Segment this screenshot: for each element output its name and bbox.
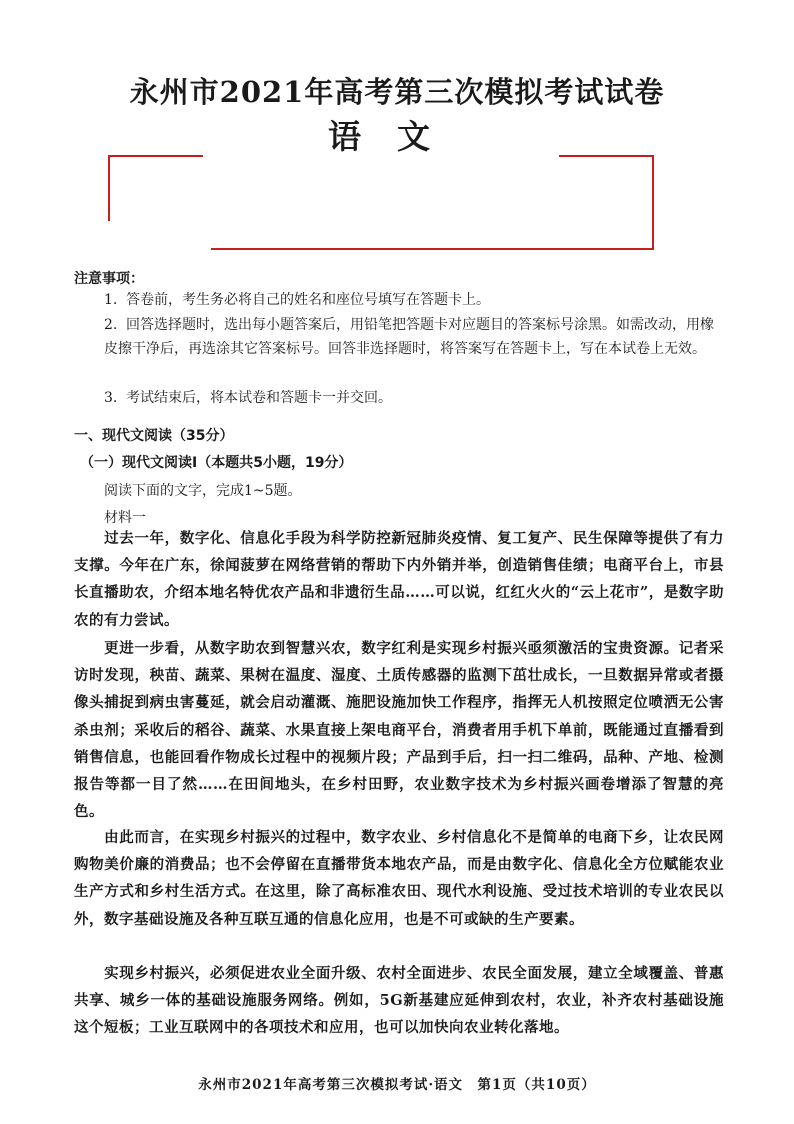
notice-item-3 bbox=[104, 386, 726, 410]
notice-item-number: 3. bbox=[104, 390, 118, 406]
notice-item-text: 回答选择题时，选出每小题答案后，用铅笔把答题卡对应题目的答案标号涂黑。如需改动，用橡皮擦干净后，再选涂其它答案标号。回答非选择题时，将答案写在答题卡上，写在本试卷上无效。 bbox=[104, 317, 714, 357]
paragraph-2 bbox=[74, 635, 724, 825]
paragraph-text: 实现乡村振兴，必须促进农业全面升级、农村全面进步、农民全面发展，建立全域覆盖、普惠共享、城乡一体的基础设施服务网络。例如，5G新基建应延伸到农村，农业，补齐农村基础设施这个短板；工业互联网中的各项技术和应用，也可以加快向农业转化落地。 bbox=[74, 965, 724, 1037]
material-label: 材料一 bbox=[104, 510, 146, 526]
section-heading: 一、现代文阅读（35分） bbox=[74, 428, 234, 444]
paragraph-1 bbox=[74, 525, 724, 634]
paragraph-text: 过去一年，数字化、信息化手段为科学防控新冠肺炎疫情、复工复产、民生保障等提供了有力支撑。今年在广东，徐闻菠萝在网络营销的帮助下内外销并举，创造销售佳绩；电商平台上，市县长直播助农，介绍本地名特优农产品和非遗衍生品……可以说，红红火火的“云上花市”，是数字助农的有力尝试。 bbox=[74, 530, 724, 629]
paragraph-text: 更进一步看，从数字助农到智慧兴农，数字红利是实现乡村振兴亟须激活的宝贵资源。记者采访时发现，秧苗、蔬菜、果树在温度、湿度、土质传感器的监测下茁壮成长，一旦数据异常或者摄像头捕捉到病虫害蔓延，就会启动灌溉、施肥设施加快工作程序，指挥无人机按照定位喷洒无公害杀虫剂；采收后的稻谷、蔬菜、水果直接上架电商平台，消费者用手机下单前，既能通过直播看到销售信息，也能回看作物成长过程中的视频片段；产品到手后，扫一扫二维码，品种、产地、检测报告等都一目了然……在田间地头，在乡村田野，农业数字技术为乡村振兴画卷增添了智慧的亮色。 bbox=[74, 640, 724, 821]
notice-item-2 bbox=[104, 313, 726, 361]
paragraph-3 bbox=[74, 824, 724, 933]
paragraph-text: 由此而言，在实现乡村振兴的过程中，数字农业、乡村信息化不是简单的电商下乡，让农民网购物美价廉的消费品；也不会停留在直播带货本地农产品，而是由数字化、信息化全方位赋能农业生产方式和乡村生活方式。在这里，除了高标准农田、现代水利设施、受过技术培训的专业农民以外，数字基础设施及各种互联互通的信息化应用，也是不可或缺的生产要素。 bbox=[74, 829, 724, 928]
notice-item-1 bbox=[104, 288, 726, 312]
paragraph-4 bbox=[74, 960, 724, 1042]
notice-item-number: 1. bbox=[104, 292, 118, 308]
exam-title: 永州市2021年高考第三次模拟考试试卷 bbox=[129, 75, 665, 109]
student-info-box bbox=[108, 155, 654, 250]
subsection-heading: （一）现代文阅读Ⅰ（本题共5小题，19分） bbox=[80, 455, 353, 471]
notice-item-text: 答卷前，考生务必将自己的姓名和座位号填写在答题卡上。 bbox=[126, 292, 490, 308]
subject-title: 语文 bbox=[328, 117, 466, 156]
notice-item-number: 2. bbox=[104, 317, 118, 333]
page-footer: 永州市2021年高考第三次模拟考试·语文 第1页（共10页） bbox=[198, 1077, 596, 1093]
reading-instruction: 阅读下面的文字，完成1~5题。 bbox=[104, 483, 302, 499]
notice-heading: 注意事项： bbox=[74, 271, 144, 287]
notice-item-text: 考试结束后，将本试卷和答题卡一并交回。 bbox=[126, 390, 392, 406]
